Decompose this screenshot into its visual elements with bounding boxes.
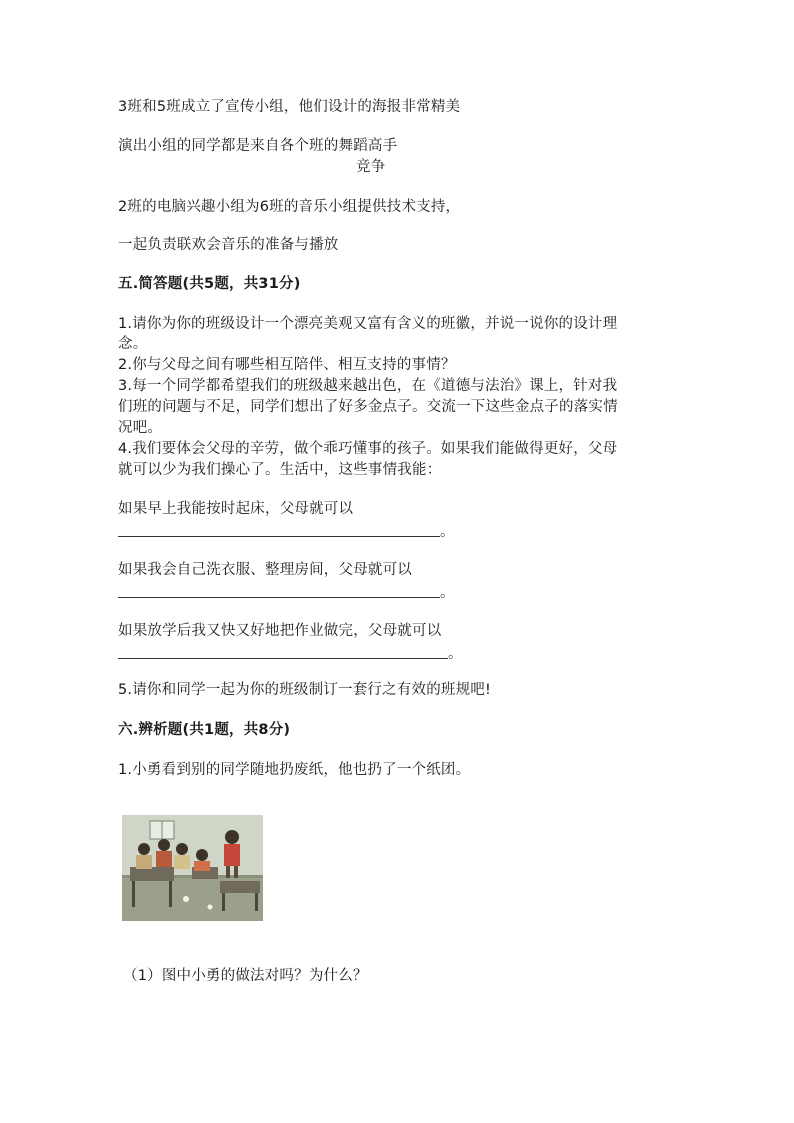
- fill-blank-2-prompt: 如果我会自己洗衣服、整理房间，父母就可以: [118, 562, 412, 578]
- question-5-2: 2.你与父母之间有哪些相互陪伴、相互支持的事情？: [118, 357, 456, 373]
- question-5-3-line1: 3.每一个同学都希望我们的班级越来越出色，在《道德与法治》课上，针对我: [118, 378, 618, 394]
- match-item-2: 演出小组的同学都是来自各个班的舞蹈高手: [118, 138, 398, 154]
- fill-blank-1-prompt: 如果早上我能按时起床，父母就可以: [118, 501, 354, 517]
- question-6-1-sub1: （1）图中小勇的做法对吗？为什么？: [123, 968, 368, 984]
- match-item-4: 一起负责联欢会音乐的准备与播放: [118, 237, 339, 253]
- fill-blank-3-prompt: 如果放学后我又快又好地把作业做完，父母就可以: [118, 623, 442, 639]
- match-item-3: 2班的电脑兴趣小组为6班的音乐小组提供技术支持，: [118, 199, 461, 215]
- fill-blank-1-line[interactable]: [118, 536, 440, 537]
- question-5-3-line2: 们班的问题与不足，同学们想出了好多金点子。交流一下这些金点子的落实情: [118, 399, 618, 415]
- question-6-1: 1.小勇看到别的同学随地扔废纸，他也扔了一个纸团。: [118, 762, 471, 778]
- question-5-4-line1: 4.我们要体会父母的辛劳，做个乖巧懂事的孩子。如果我们能做得更好，父母: [118, 441, 618, 457]
- match-item-competition: 竞争: [356, 159, 386, 175]
- section-5-heading: 五.简答题(共5题，共31分): [118, 276, 301, 292]
- question-5-4-line2: 就可以少为我们操心了。生活中，这些事情我能：: [118, 462, 442, 478]
- fill-blank-2-period: 。: [440, 585, 455, 601]
- question-5-5: 5.请你和同学一起为你的班级制订一套行之有效的班规吧!: [118, 682, 492, 698]
- question-5-1-line1: 1.请你为你的班级设计一个漂亮美观又富有含义的班徽，并说一说你的设计理: [118, 316, 618, 332]
- question-5-1-line2: 念。: [118, 336, 148, 352]
- fill-blank-3-period: 。: [448, 646, 463, 662]
- fill-blank-3-line[interactable]: [118, 658, 448, 659]
- question-5-3-line3: 况吧。: [118, 420, 163, 436]
- section-6-heading: 六.辨析题(共1题，共8分): [118, 722, 291, 738]
- fill-blank-1-period: 。: [440, 524, 455, 540]
- match-item-1: 3班和5班成立了宣传小组，他们设计的海报非常精美: [118, 99, 461, 115]
- classroom-illustration: [122, 815, 263, 921]
- fill-blank-2-line[interactable]: [118, 597, 440, 598]
